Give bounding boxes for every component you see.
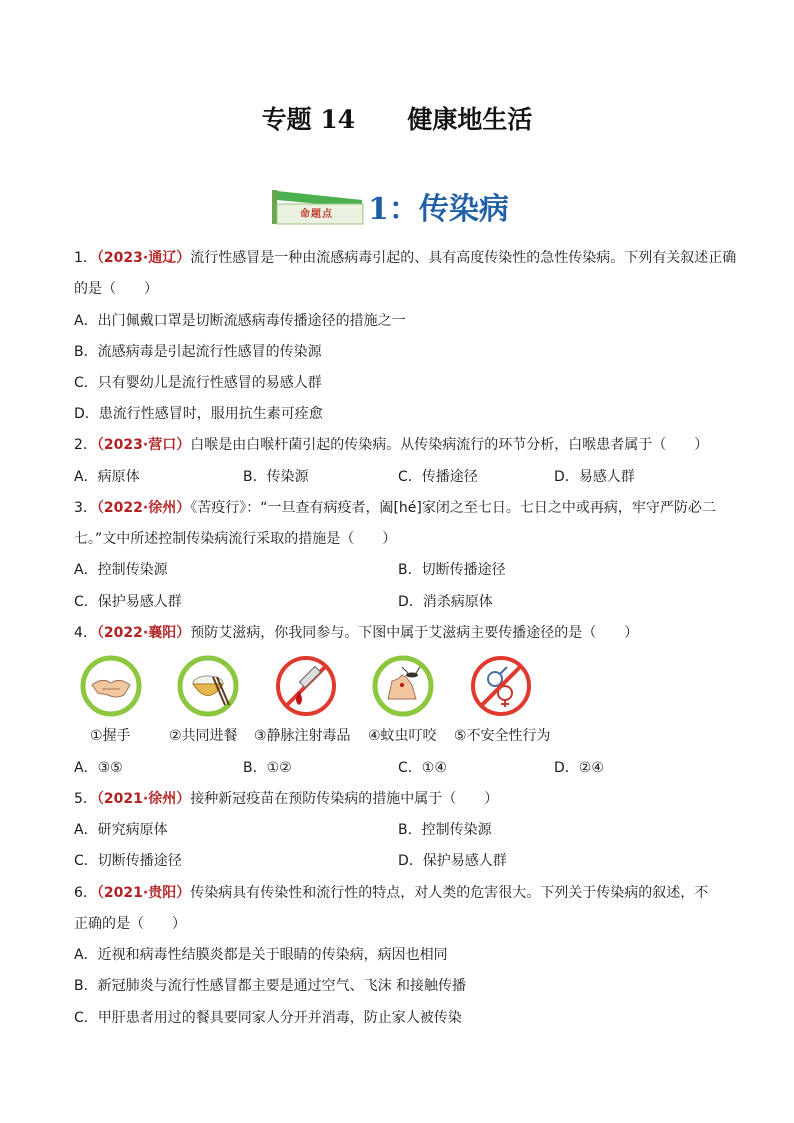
mosquito-hand-icon: [372, 655, 434, 717]
option-c: C．只有婴幼儿是流行性感冒的易感人群: [74, 375, 322, 391]
option-a: A．③⑤: [74, 760, 123, 776]
illustration-row: [80, 655, 560, 721]
question-source: （2021·贵阳）: [96, 885, 191, 901]
caption-3: ③静脉注射毒品: [254, 728, 351, 744]
question-text: 流行性感冒是一种由流感病毒引起的、具有高度传染性的急性传染病。下列有关叙述正确: [190, 250, 737, 266]
caption-1: ①握手: [90, 728, 131, 744]
question-number: 3．: [74, 500, 97, 516]
question-2-stem: [74, 435, 708, 455]
option-b: B．切断传播途径: [398, 562, 506, 578]
option-d: D．患流行性感冒时，服用抗生素可痊愈: [74, 406, 323, 422]
option-c: C．①④: [398, 760, 447, 776]
question-6-stem: [74, 883, 708, 903]
option-a: A．病原体: [74, 469, 140, 485]
option-c: C．切断传播途径: [74, 853, 182, 869]
option-d: D．消杀病原体: [398, 594, 493, 610]
question-1-stem-cont: 的是（ ）: [74, 281, 158, 297]
option-b: B．传染源: [243, 469, 309, 485]
handshake-icon: [80, 655, 142, 717]
section-badge: 命题点: [300, 209, 333, 220]
question-number: 2．: [74, 437, 97, 453]
question-text: 接种新冠疫苗在预防传染病的措施中属于（ ）: [190, 791, 499, 807]
question-text: 《苦疫行》：“一旦查有病疫者，阖[hé]家闭之至七日。七日之中或再病，牢守严防必二: [190, 500, 716, 516]
option-a: A．近视和病毒性结膜炎都是关于眼睛的传染病，病因也相同: [74, 947, 448, 963]
caption-4: ④蚊虫叮咬: [368, 728, 437, 744]
question-number: 1．: [74, 250, 97, 266]
question-number: 5．: [74, 791, 97, 807]
option-a: A．出门佩戴口罩是切断流感病毒传播途径的措施之一: [74, 313, 406, 329]
caption-2: ②共同进餐: [169, 728, 238, 744]
question-number: 4．: [74, 625, 97, 641]
option-a: A．控制传染源: [74, 562, 168, 578]
question-number: 6．: [74, 885, 97, 901]
option-d: D．保护易感人群: [398, 853, 507, 869]
option-c: C．传播途径: [398, 469, 478, 485]
question-source: （2022·徐州）: [96, 500, 191, 516]
syringe-blood-icon: [275, 655, 337, 717]
question-6-stem-cont: 正确的是（ ）: [74, 916, 186, 932]
section-title: 1：传染病: [368, 192, 509, 227]
question-source: （2023·通辽）: [96, 250, 191, 266]
option-b: B．控制传染源: [398, 822, 492, 838]
section-header: [270, 188, 570, 232]
option-c: C．保护易感人群: [74, 594, 182, 610]
rice-bowl-icon: [177, 655, 239, 717]
option-b: B．①②: [243, 760, 292, 776]
option-a: A．研究病原体: [74, 822, 168, 838]
question-source: （2021·徐州）: [96, 791, 191, 807]
question-1-stem: [74, 248, 736, 268]
option-d: D．②④: [554, 760, 604, 776]
question-source: （2022·襄阳）: [96, 625, 191, 641]
gender-symbols-icon: [470, 655, 532, 717]
question-text: 传染病具有传染性和流行性的特点，对人类的危害很大。下列关于传染病的叙述，不: [190, 885, 709, 901]
page-title: 专题 14 健康地生活: [261, 105, 533, 134]
option-d: D．易感人群: [554, 469, 635, 485]
question-5-stem: [74, 789, 498, 809]
option-b: B．流感病毒是引起流行性感冒的传染源: [74, 344, 322, 360]
question-3-stem-cont: 七。”文中所述控制传染病流行采取的措施是（ ）: [74, 531, 397, 547]
question-text: 预防艾滋病，你我同参与。下图中属于艾滋病主要传播途径的是（ ）: [190, 625, 639, 641]
caption-5: ⑤不安全性行为: [454, 728, 551, 744]
question-source: （2023·营口）: [96, 437, 191, 453]
option-c: C．甲肝患者用过的餐具要同家人分开并消毒，防止家人被传染: [74, 1010, 462, 1026]
question-4-stem: [74, 623, 638, 643]
option-b: B．新冠肺炎与流行性感冒都主要是通过空气、飞沫 和接触传播: [74, 978, 467, 994]
question-text: 白喉是由白喉杆菌引起的传染病。从传染病流行的环节分析，白喉患者属于（ ）: [190, 437, 709, 453]
question-3-stem: [74, 498, 716, 518]
